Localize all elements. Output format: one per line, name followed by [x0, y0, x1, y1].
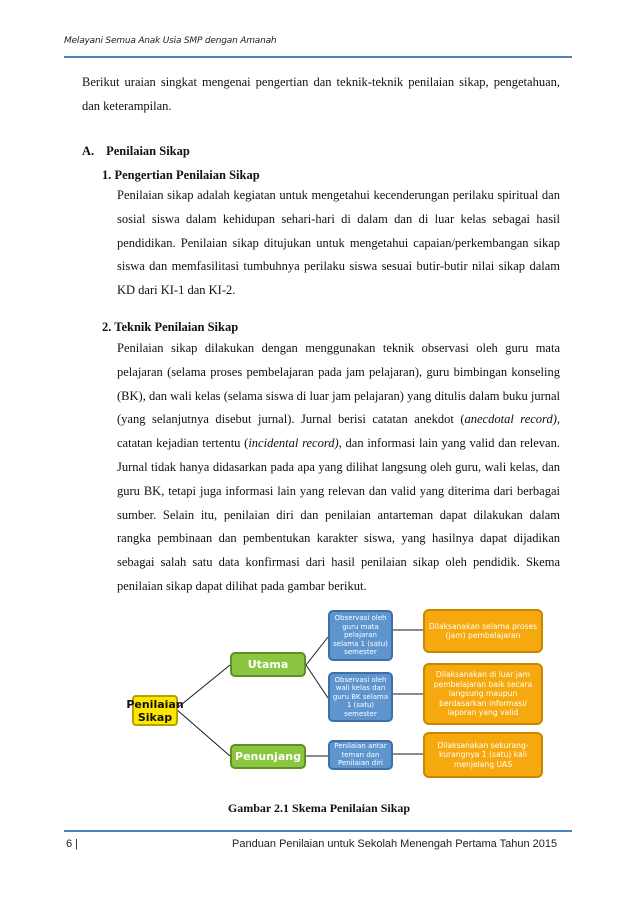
note-node-menjelang-uas: Dilaksanakan sekurang-kurangnya 1 (satu) kali menjelang UAS: [423, 732, 543, 778]
branch-node-penunjang: Penunjang: [230, 744, 306, 769]
root-node-penilaian-sikap: Penilaian Sikap: [132, 695, 178, 726]
subsection-1-heading: [102, 168, 260, 183]
running-header: Melayani Semua Anak Usia SMP dengan Amanah: [64, 36, 277, 46]
intro-paragraph: Berikut uraian singkat mengenai pengertian dan teknik-teknik penilaian sikap, pengetahuan, dan keterampilan.: [82, 75, 560, 113]
subsection-2-text-b: catatan kejadian tertentu (: [117, 436, 249, 451]
figure-caption: Gambar 2.1 Skema Penilaian Sikap: [227, 801, 411, 815]
subsection-1-paragraph: Penilaian sikap adalah kegiatan untuk mengetahui kecenderungan perilaku spiritual dan sosial siswa dalam kehidupan sehari-hari di dalam dan di luar kelas sebagai hasil pendidikan. Penilaian sikap ditujukan untuk mengetahui capaian/perkembangan sikap siswa dan memfasilitasi tumbuhnya perilaku siswa sesuai butir-butir nilai sikap dalam KD dari KI-1 dan KI-2.: [117, 188, 560, 298]
method-node-penilaian-antar-teman-diri: Penilaian antar teman dan Penilaian diri: [328, 740, 393, 770]
subsection-1-number: 1.: [102, 168, 112, 182]
connector-root-utama: [176, 665, 230, 709]
connector-utama-method-1: [306, 637, 328, 665]
subsection-2-text-c: dan informasi lain yang valid dan relevan. Jurnal tidak hanya didasarkan pada apa yang dilihat langsung oleh guru, wali kelas, dan guru BK, tetapi juga informasi lain yang relevan dan valid yang diterima dari berbagai sumber. Selain itu, penilaian diri dan penilaian antarteman dapat dilakukan dalam rangka pembinaan dan pembentukan karakter siswa, yang hasilnya dapat dijadikan sebagai salah satu data konfirmasi dari hasil penilaian sikap oleh pendidik. Skema penilaian sikap dapat dilihat pada gambar berikut.: [117, 436, 560, 593]
footer-rule: [64, 830, 572, 832]
subsection-2-paragraph: [117, 337, 560, 599]
connector-utama-method-2: [306, 665, 328, 698]
branch-node-utama: Utama: [230, 652, 306, 677]
header-rule: [64, 56, 572, 58]
page-number: 6 |: [66, 838, 79, 850]
subsection-2-text-a: Penilaian sikap dilakukan dengan menggunakan teknik observasi oleh guru mata pelajaran (selama proses pembelajaran pada jam pelajaran), guru bimbingan konseling (BK), dan wali kelas (selama siswa di luar jam pelajaran) yang ditulis dalam buku jurnal (yang selanjutnya disebut jurnal). Jurnal berisi catatan anekdot (: [117, 341, 560, 427]
note-node-luar-jam-pembelajaran: Dilaksanakan di luar jam pembelajaran baik secara langsung maupun berdasarkan informasi/ laporan yang valid: [423, 663, 543, 725]
term-incidental-record: incidental record),: [248, 436, 342, 451]
subsection-2-title: Teknik Penilaian Sikap: [114, 320, 239, 334]
subsection-2-number: 2.: [102, 320, 112, 334]
footer-title: Panduan Penilaian untuk Sekolah Menengah Pertama Tahun 2015: [232, 838, 558, 850]
term-anecdotal-record: anecdotal record),: [464, 412, 560, 427]
note-node-selama-pembelajaran: Dilaksanakan selama proses (jam) pembelajaran: [423, 609, 543, 653]
section-label: A.: [82, 144, 95, 158]
method-node-observasi-guru-mapel: Observasi oleh guru mata pelajaran selama 1 (satu) semester: [328, 610, 393, 661]
assessment-scheme-diagram: [118, 604, 558, 796]
subsection-2-heading: [102, 320, 238, 335]
subsection-1-title: Pengertian Penilaian Sikap: [114, 168, 260, 182]
section-title: Penilaian Sikap: [106, 144, 190, 158]
section-heading: [82, 144, 190, 159]
connector-root-penunjang: [176, 709, 230, 756]
method-node-observasi-wali-kelas-bk: Observasi oleh wali kelas dan guru BK selama 1 (satu) semester: [328, 672, 393, 722]
